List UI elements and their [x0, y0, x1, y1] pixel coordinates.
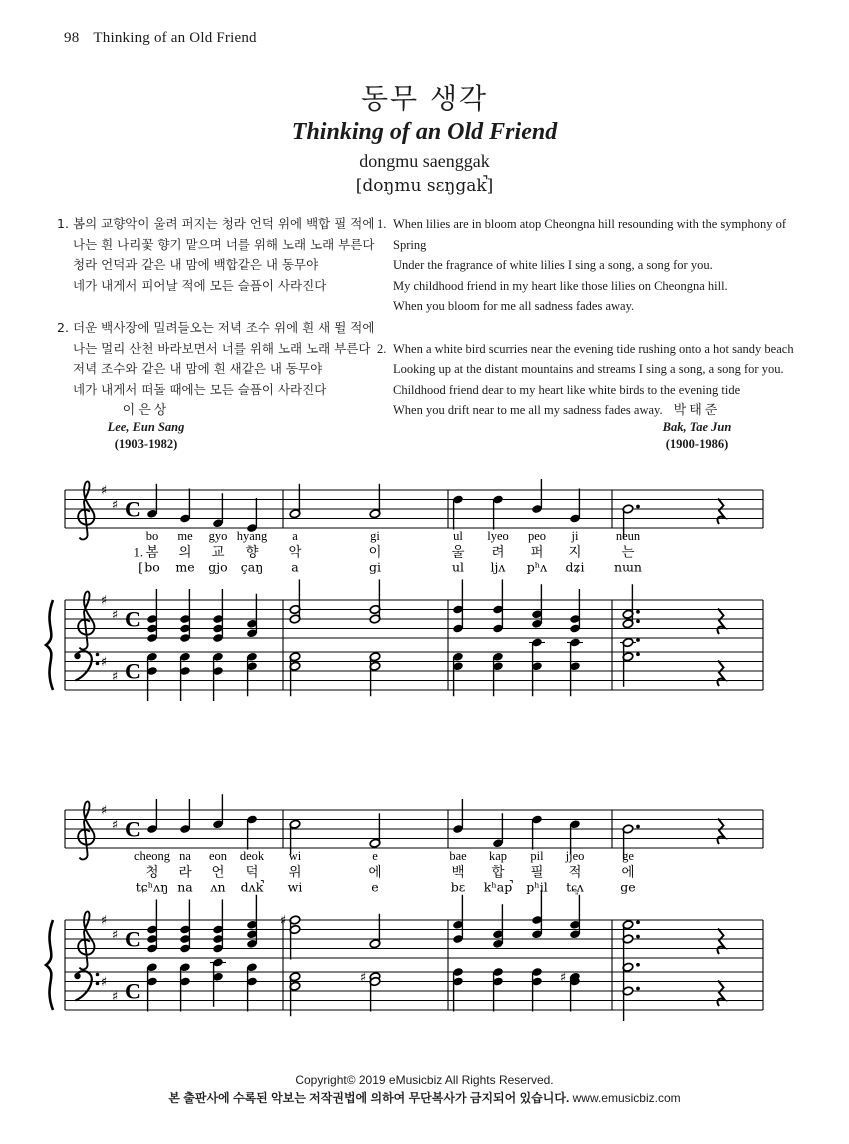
lyric-line: 봄의 교향악이 울려 퍼지는 청라 언덕 위에 백합 필 적에: [73, 216, 375, 231]
lyric-ipa: ul: [451, 559, 465, 575]
lyric-korean: 백: [451, 864, 465, 881]
quarter-rest: [718, 819, 725, 845]
lyric-romanization: eon: [208, 849, 228, 863]
lyric-romanization: neun: [615, 529, 641, 543]
website-text: www.emusicbiz.com: [572, 1091, 681, 1105]
quarter-rest: [718, 499, 725, 525]
running-head: [64, 30, 257, 47]
lyric-korean: 청: [145, 864, 159, 881]
page-number: 98: [64, 30, 80, 46]
lyric-romanization: peo: [527, 529, 547, 543]
lyric-ipa: bɛ: [450, 879, 466, 895]
svg-text:♯: ♯: [111, 817, 119, 833]
running-title: Thinking of an Old Friend: [93, 30, 257, 46]
svg-text:C: C: [125, 816, 141, 842]
lyric-line: 네가 내게서 피어날 적에 모든 슬픔이 사라진다: [73, 277, 327, 293]
lyric-line: 청라 언덕과 같은 내 맘에 백합같은 내 동무야: [73, 257, 319, 272]
lyric-line: 저녁 조수와 같은 내 맘에 흰 새같은 내 동무야: [73, 361, 323, 376]
lyric-line: Childhood friend dear to my heart like white birds to the evening tide: [393, 382, 741, 397]
svg-text:♯: ♯: [279, 913, 287, 929]
svg-text:♯: ♯: [100, 655, 108, 670]
english-lyrics-column: [377, 214, 822, 421]
korean-verse-2: [57, 318, 375, 400]
lyric-korean: 봄: [145, 544, 159, 561]
lyric-korean: 언: [211, 864, 225, 881]
quarter-rest: [718, 661, 725, 687]
music-system-1: [0, 462, 849, 714]
lyric-ipa: na: [177, 879, 193, 895]
svg-text:♯: ♯: [111, 497, 119, 513]
title-ipa: [doŋmu sɛŋgak̚]: [355, 176, 494, 196]
title-english: Thinking of an Old Friend: [291, 119, 558, 145]
svg-text:♯: ♯: [100, 483, 108, 499]
lyric-line: When a white bird scurries near the evening tide rushing onto a hot sandy beach: [393, 341, 794, 356]
lyric-ipa: ljʌ: [490, 559, 506, 575]
lyric-ipa: wi: [287, 879, 303, 895]
svg-text:♯: ♯: [100, 593, 108, 609]
quarter-rest: [718, 981, 725, 1007]
copyright-footer: [0, 1071, 849, 1107]
lyric-korean: 의: [178, 544, 192, 561]
svg-text:♯: ♯: [359, 970, 367, 986]
lyric-ipa: tɕ͈ʌ: [566, 879, 584, 895]
lyric-line: When you drift near to me all my sadness fades away.: [393, 403, 663, 417]
copyright-korean-text: 본 출판사에 수록된 악보는 저작권법에 의하여 무단복사가 금지되어 있습니다.: [168, 1091, 570, 1105]
lyric-korean: 울: [451, 544, 465, 561]
verse-number: 1.: [57, 216, 69, 231]
quarter-rest: [718, 609, 725, 635]
lyric-romanization: me: [177, 529, 193, 543]
lyric-ipa: pʰil: [526, 879, 548, 895]
copyright-korean-line: [0, 1089, 849, 1107]
lyric-line: 나는 흰 나리꽃 향기 맡으며 너를 위해 노래 노래 부른다: [73, 236, 375, 252]
svg-text:♯: ♯: [100, 913, 108, 929]
lyric-ipa: pʰʌ: [526, 559, 548, 575]
lyric-romanization: pil: [530, 849, 544, 863]
lyric-korean: 필: [530, 864, 544, 881]
svg-text:C: C: [125, 606, 141, 632]
piano-brace: [46, 600, 53, 690]
lyric-line: 나는 멀리 산천 바라보면서 너를 위해 노래 노래 부른다: [73, 340, 371, 356]
lyricist-years: (1903-1982): [114, 437, 178, 451]
lyric-ipa: gi: [369, 559, 381, 575]
lyricist-credit: [61, 402, 231, 453]
lyric-ipa: me: [175, 559, 195, 575]
copyright-line: Copyright© 2019 eMusicbiz All Rights Reserved.: [295, 1073, 554, 1087]
lyric-korean: 합: [491, 864, 505, 881]
music-system-2: [0, 782, 849, 1034]
lyric-romanization: e: [372, 849, 378, 863]
lyric-line: 더운 백사장에 밀려들오는 저녁 조수 위에 흰 새 뛸 적에: [73, 320, 375, 335]
lyric-ipa: ʌn: [210, 879, 226, 895]
lyric-romanization: bo: [145, 529, 159, 543]
lyric-line: 네가 내게서 떠돌 때에는 모든 슬픔이 사라진다: [73, 381, 327, 397]
lyric-romanization: a: [292, 529, 298, 543]
lyric-romanization: deok: [239, 849, 265, 863]
lyric-korean: 교: [211, 544, 225, 561]
lyric-romanization: na: [179, 849, 191, 863]
title-romanization: dongmu saenggak: [359, 151, 490, 171]
lyric-ipa: e: [371, 879, 379, 895]
lyric-korean: 라: [178, 864, 192, 881]
lyricist-name: Lee, Eun Sang: [107, 420, 185, 434]
lyric-ipa: dʑi: [565, 559, 585, 575]
svg-text:C: C: [125, 496, 141, 522]
lyric-ipa: çaŋ: [240, 559, 264, 575]
lyric-ipa: kʰap̚: [483, 879, 513, 895]
lyric-romanization: bae: [449, 849, 467, 863]
lyric-ipa: tɕʰʌŋ: [135, 879, 169, 895]
lyric-romanization: kap: [488, 849, 508, 863]
title-korean: 동무 생각: [360, 82, 489, 115]
lyric-romanization: ge: [622, 849, 634, 863]
korean-lyrics-column: [57, 214, 375, 400]
lyric-romanization: wi: [288, 849, 302, 863]
piano-brace: [46, 920, 53, 1010]
lyric-romanization: gi: [370, 529, 380, 543]
svg-text:♯: ♯: [111, 927, 119, 943]
svg-text:♯: ♯: [100, 975, 108, 990]
lyric-romanization: lyeo: [487, 529, 509, 543]
korean-verse-1: [57, 214, 375, 296]
lyric-korean: 위: [288, 864, 302, 881]
lyric-ipa: nɯn: [614, 559, 642, 575]
verse-number: 2.: [57, 320, 69, 335]
title-block: [0, 82, 849, 198]
svg-text:♯: ♯: [111, 669, 119, 685]
svg-text:1.: 1.: [133, 545, 143, 560]
composer-years: (1900-1986): [665, 437, 729, 451]
lyric-korean: 퍼: [530, 544, 544, 561]
lyric-korean: 이: [368, 544, 382, 561]
lyricist-korean-name: 이은상: [122, 403, 170, 418]
lyric-ipa: gjo: [208, 559, 228, 575]
lyric-romanization: ji: [571, 529, 579, 543]
composer-credit: [612, 402, 782, 453]
lyric-korean: 향: [245, 544, 259, 561]
lyric-line: My childhood friend in my heart like those lilies on Cheongna hill.: [393, 278, 728, 293]
svg-text:♯: ♯: [111, 607, 119, 623]
english-verse-1: [377, 214, 822, 317]
lyric-romanization: cheong: [133, 849, 171, 863]
svg-text:C: C: [125, 658, 141, 684]
lyric-line: When lilies are in bloom atop Cheongna hill resounding with the symphony of Spring: [393, 217, 786, 252]
lyric-romanization: ul: [453, 529, 463, 543]
lyric-line: Looking up at the distant mountains and streams I sing a song, a song for you.: [393, 362, 784, 376]
verse-number: 1.: [377, 217, 387, 231]
verse-number: 2.: [377, 341, 387, 356]
svg-text:♯: ♯: [559, 970, 567, 986]
svg-text:C: C: [125, 926, 141, 952]
lyric-korean: 악: [288, 544, 302, 561]
lyric-korean: 려: [491, 544, 505, 561]
lyric-romanization: gyo: [208, 529, 228, 543]
lyric-korean: 지: [568, 544, 582, 561]
svg-text:[: [: [138, 559, 143, 575]
lyric-line: Under the fragrance of white lilies I sing a song, a song for you.: [393, 258, 713, 272]
lyric-korean: 는: [621, 544, 635, 561]
lyric-line: When you bloom for me all sadness fades away.: [393, 299, 635, 313]
lyric-korean: 에: [368, 864, 382, 881]
quarter-rest: [718, 929, 725, 955]
lyric-ipa: a: [291, 559, 299, 575]
lyric-ipa: dʌk̚: [240, 879, 264, 895]
lyric-romanization: jjeo: [565, 849, 585, 863]
lyric-korean: 에: [621, 864, 635, 881]
svg-text:♯: ♯: [111, 989, 119, 1005]
lyric-ipa: bo: [144, 559, 160, 575]
lyric-korean: 적: [568, 864, 582, 881]
composer-name: Bak, Tae Jun: [662, 420, 732, 434]
svg-text:♯: ♯: [100, 803, 108, 819]
svg-text:C: C: [125, 978, 141, 1004]
lyric-ipa: ge: [620, 879, 636, 895]
composer-korean-name: 박태준: [673, 403, 721, 418]
lyric-romanization: hyang: [236, 529, 268, 543]
lyric-korean: 덕: [245, 864, 259, 881]
